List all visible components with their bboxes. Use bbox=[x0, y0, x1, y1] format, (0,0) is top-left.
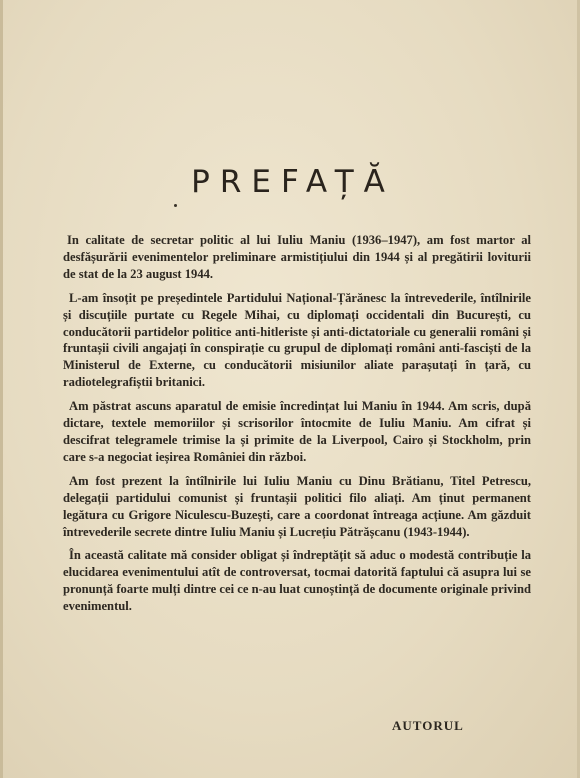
author-signature: AUTORUL bbox=[392, 718, 464, 733]
paragraph: L-am însoțit pe președintele Partidului Național-Țărănesc la întrevederile, întîlnirile și discuțiile purtate cu Regele Mihai, cu diplomați occidentali din București, cu conducătorii partidelor politice anti-hitleriste și anti-dictatoriale cu generalii români și fruntașii civili angajați în conspirație cu grupul de diplomați români anti-fasciști de la Ministerul de Externe, cu conducătorii misiunilor aliate parașutați în țară, cu radiotelegrafiștii britanici. bbox=[63, 290, 531, 390]
preface-body bbox=[63, 232, 531, 622]
paragraph: În această calitate mă consider obligat și îndreptățit să aduc o modestă contribuție la elucidarea evenimentului atît de controversat, tocmai datorită faptului că asupra lui se pronunță foarte mulți dintre cei ce n-au luat cunoștință de documente originale privind evenimentul. bbox=[63, 548, 531, 614]
paragraph: In calitate de secretar politic al lui Iuliu Maniu (1936–1947), am fost martor al desfășurării evenimentelor preliminare armistițiului din 1944 și al pregătirii loviturii de stat de la 23 august 1944. bbox=[63, 233, 531, 281]
ink-speck bbox=[174, 204, 177, 207]
page-title: PREFAȚĂ bbox=[191, 163, 395, 200]
paragraph: Am păstrat ascuns aparatul de emisie încredințat lui Maniu în 1944. Am scris, după dictare, textele memoriilor și scrisorilor întocmite de Iuliu Maniu. Am cifrat și descifrat telegramele trimise la și primite de la Liverpool, Cairo și Stockholm, prin care s-a negociat ieșirea României din război. bbox=[63, 399, 531, 464]
paragraph: Am fost prezent la întîlnirile lui Iuliu Maniu cu Dinu Brătianu, Titel Petrescu, delegații partidului comunist și fruntașii politici filo aliați. Am ținut permanent legătura cu Grigore Niculescu-Buzești, care a coordonat întreaga acțiune. Am găzduit întrevederile secrete dintre Iuliu Maniu și Lucrețiu Pătrășcanu (1943-1944). bbox=[63, 473, 531, 539]
